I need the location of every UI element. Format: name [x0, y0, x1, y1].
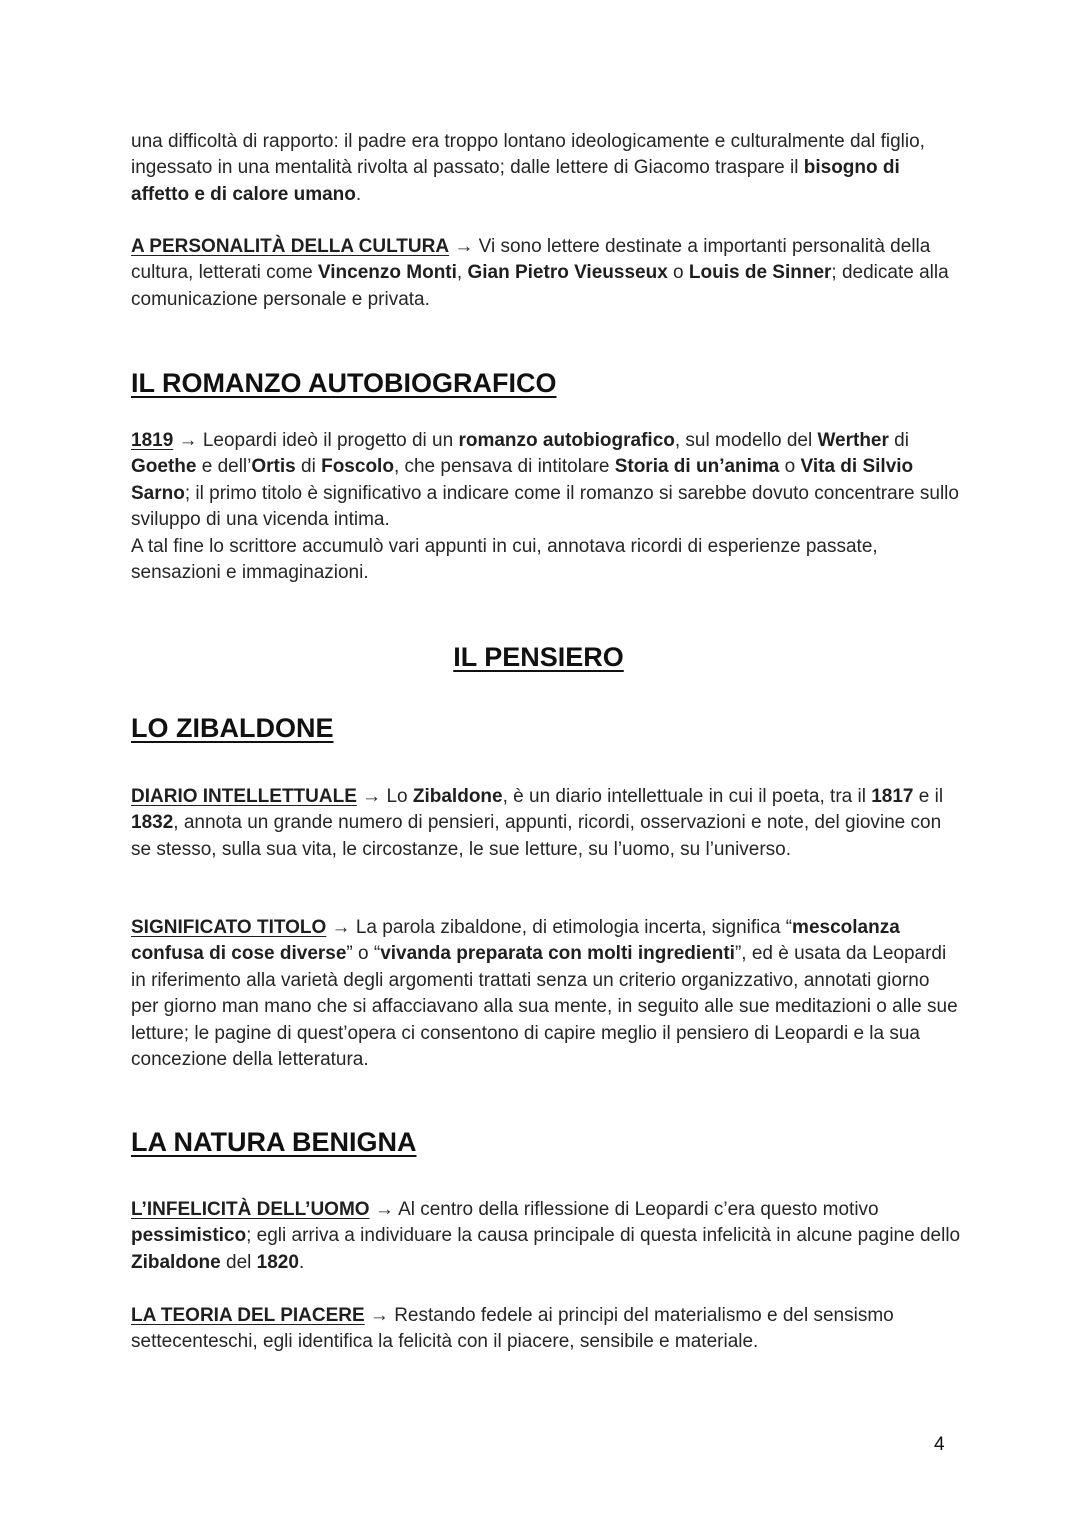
section-heading-romanzo: IL ROMANZO AUTOBIOGRAFICO: [131, 368, 557, 398]
paragraph-appunti: A tal fine lo scrittore accumulò vari appunti in cui, annotava ricordi di esperienze passate, sensazioni e immaginazioni.: [131, 536, 878, 584]
paragraph-teoria-piacere: LA TEORIA DEL PIACERE → Restando fedele ai principi del materialismo e del sensismo settecenteschi, egli identifica la felicità con il piacere, sensibile e materiale.: [131, 1305, 894, 1353]
keyword-label: LA TEORIA DEL PIACERE: [131, 1305, 365, 1326]
keyword-label: 1819: [131, 430, 174, 451]
keyword-label: DIARIO INTELLETTUALE: [131, 786, 357, 807]
keyword-label: L’INFELICITÀ DELL’UOMO: [131, 1199, 370, 1220]
keyword-label: SIGNIFICATO TITOLO: [131, 917, 327, 938]
paragraph-1819: 1819 → Leopardi ideò il progetto di un romanzo autobiografico, sul modello del Werther di Goethe e dell’Ortis di Foscolo, che pensava di intitolare Storia di un’anima o Vita di Silvio Sarno; il primo titolo è significativo a indicare come il romanzo si sarebbe dovuto concentrare sullo sviluppo di una vicenda intima.: [131, 430, 959, 531]
paragraph-personalita-cultura: A PERSONALITÀ DELLA CULTURA → Vi sono lettere destinate a importanti personalità della cultura, letterati come Vincenzo Monti, Gian Pietro Vieusseux o Louis de Sinner; dedicate alla comunicazione personale e privata.: [131, 236, 949, 310]
paragraph-diario-intellettuale: DIARIO INTELLETTUALE → Lo Zibaldone, è un diario intellettuale in cui il poeta, tra il 1817 e il 1832, annota un grande numero di pensieri, appunti, ricordi, osservazioni e note, del giovine con se stesso, sulla sua vita, le circostanze, le sue letture, su l’uomo, su l’universo.: [131, 786, 944, 860]
section-heading-natura-benigna: LA NATURA BENIGNA: [131, 1127, 417, 1157]
section-heading-zibaldone: LO ZIBALDONE: [131, 713, 334, 743]
page-number: 4: [934, 1434, 945, 1455]
paragraph-infelicita: L’INFELICITÀ DELL’UOMO → Al centro della riflessione di Leopardi c’era questo motivo pessimistico; egli arriva a individuare la causa principale di questa infelicità in alcune pagine dello Zibaldone del 1820.: [131, 1199, 961, 1273]
keyword-label: A PERSONALITÀ DELLA CULTURA: [131, 236, 450, 257]
paragraph-rapporto-padre: una difficoltà di rapporto: il padre era troppo lontano ideologicamente e culturalmente dal figlio, ingessato in una mentalità rivolta al passato; dalle lettere di Giacomo traspare il bisogno di affetto e di calore umano.: [131, 131, 925, 205]
paragraph-significato-titolo: SIGNIFICATO TITOLO → La parola zibaldone, di etimologia incerta, significa “mescolanza confusa di cose diverse” o “vivanda preparata con molti ingredienti”, ed è usata da Leopardi in riferimento alla varietà degli argomenti trattati senza un criterio organizzativo, annotati giorno per giorno man mano che si affacciavano alla sua mente, in seguito alle sue meditazioni o alle sue letture; le pagine di quest’opera ci consentono di capire meglio il pensiero di Leopardi e la sua concezione della letteratura.: [131, 917, 958, 1071]
chapter-title-pensiero: IL PENSIERO: [453, 642, 624, 672]
